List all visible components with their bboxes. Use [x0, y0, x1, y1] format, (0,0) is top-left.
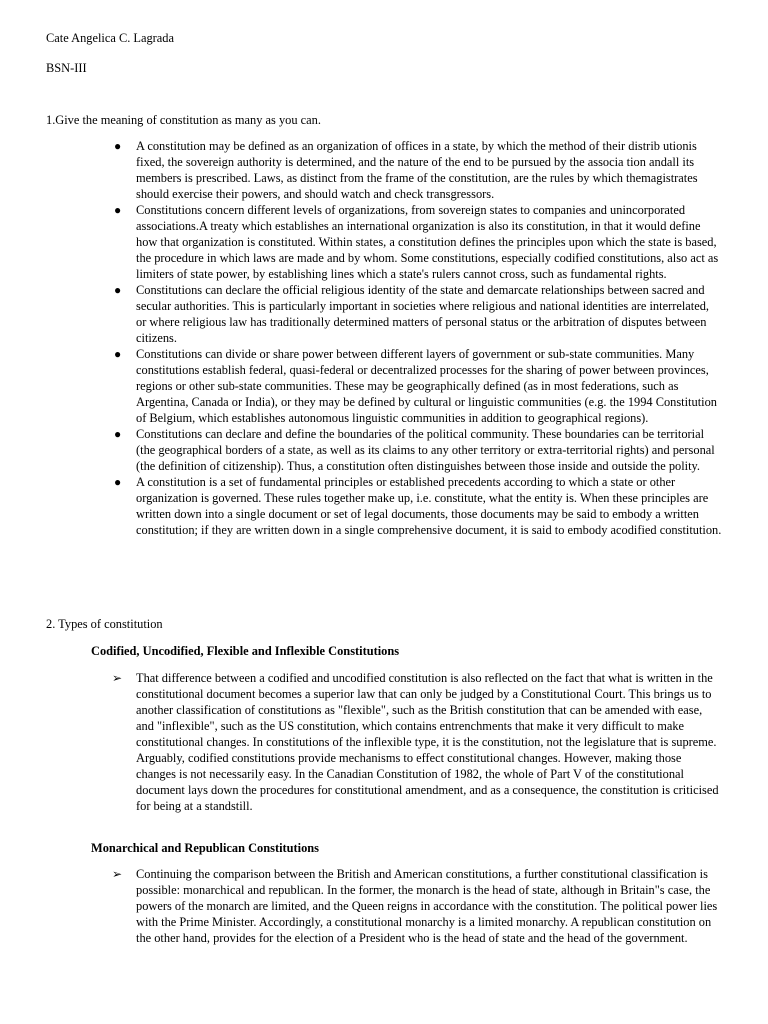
list-item-text: Constitutions can divide or share power between different layers of government or sub-state communities. Many constitutions establish federal, quasi-federal or decentralized processes for the sharing of power between provinces, regions or other sub-state communities. These may be geographically defined (as in most federations, such as Argentina, Canada or India), or they may be defined by cultural or linguistic communities (e.g. the 1994 Constitution of Belgium, which establishes autonomous linguistic communities in addition to geographical regions).: [136, 347, 717, 425]
list-item: [112, 866, 722, 946]
list-item-text: Continuing the comparison between the British and American constitutions, a further constitutional classification is possible: monarchical and republican. In the former, the monarch is the head of state, although in Britain"s case, the powers of the monarch are limited, and the Queen reigns in accordance with the constitution. The political power lies with the Prime Minister. Accordingly, a constitutional monarchy is a limited monarchy. A republican constitution on the other hand, provides for the election of a President who is the head of state and the head of the government.: [136, 867, 718, 945]
student-name: Cate Angelica C. Lagrada: [46, 31, 174, 45]
question-1-title: 1.Give the meaning of constitution as many as you can.: [46, 113, 321, 127]
bullet-dot-icon: ●: [114, 203, 122, 217]
list-item-text: A constitution may be defined as an organization of offices in a state, by which the method of their distrib utionis fixed, the sovereign authority is determined, and the nature of the end to be pursued by the associa tion andall its members is prescribed. Laws, as distinct from the frame of the constitution, are the rules by which themagistrates should exercise their powers, and should watch and check transgressors.: [136, 139, 698, 201]
section-heading-codified: Codified, Uncodified, Flexible and Inflexible Constitutions: [91, 644, 400, 658]
list-item-text: That difference between a codified and uncodified constitution is also reflected on the fact that what is written in the constitutional document becomes a superior law that can only be judged by a Constitutional Court. This brings us to another classification of constitutions as "flexible", such as the British constitution that can be amended with ease, and "inflexible", such as the US constitution, which contains entrenchments that make it very difficult to make constitutional changes. In constitutions of the inflexible type, it is the constitution, not the legislature that is supreme. Arguably, codified constitutions provide mechanisms to effect constitutional changes. However, making those changes is not necessarily easy. In the Canadian Constitution of 1982, the whole of Part V of the constitutional document lays down the procedures for constitutional amendment, and as a consequence, the constitution is criticised for being at a standstill.: [136, 671, 719, 813]
list-item: [114, 346, 722, 426]
list-item-text: Constitutions can declare the official religious identity of the state and demarcate relationships between sacred and secular authorities. This is particularly important in societies where religious and national identities are interrelated, or where religious law has traditionally determined matters of personal status or the arbitration of disputes between citizens.: [136, 283, 710, 345]
section-heading-monarchical: Monarchical and Republican Constitutions: [91, 841, 320, 855]
list-item: [114, 474, 722, 538]
list-item: [112, 670, 722, 814]
bullet-dot-icon: ●: [114, 139, 122, 153]
bullet-dot-icon: ●: [114, 283, 122, 297]
bullet-dot-icon: ●: [114, 347, 122, 361]
list-item-text: Constitutions can declare and define the boundaries of the political community. These boundaries can be territorial (the geographical borders of a state, as well as its claims to any other territory or extra-territorial rights) and personal (the definition of citizenship). Thus, a constitution often distinguishes between those inside and outside the polity.: [136, 427, 715, 473]
list-item-text: Constitutions concern different levels of organizations, from sovereign states to companies and unincorporated associations.A treaty which establishes an international organization is also its constitution, in that it would define how that organization is constituted. Within states, a constitution defines the principles upon which the state is based, the procedure in which laws are made and by whom. Some constitutions, especially codified constitutions, also act as limiters of state power, by establishing lines which a state's rulers cannot cross, such as fundamental rights.: [136, 203, 719, 281]
question-2-title: 2. Types of constitution: [46, 617, 163, 631]
bullet-dot-icon: ●: [114, 427, 122, 441]
list-item: [114, 282, 722, 346]
list-item: [114, 202, 722, 282]
arrow-bullet-icon: ➢: [112, 867, 123, 881]
list-item: [114, 138, 722, 202]
monarchical-list: [112, 866, 722, 946]
bullet-dot-icon: ●: [114, 475, 122, 489]
arrow-bullet-icon: ➢: [112, 671, 123, 685]
list-item-text: A constitution is a set of fundamental principles or established precedents according to which a state or other organization is governed. These rules together make up, i.e. constitute, what the entity is. When these principles are written down into a single document or set of legal documents, those documents may be said to embody a written constitution; if they are written down in a single comprehensive document, it is said to embody acodified constitution.: [136, 475, 722, 537]
list-item: [114, 426, 722, 474]
program-label: BSN-III: [46, 61, 87, 75]
codified-list: [112, 670, 722, 814]
meaning-list: [114, 138, 722, 538]
